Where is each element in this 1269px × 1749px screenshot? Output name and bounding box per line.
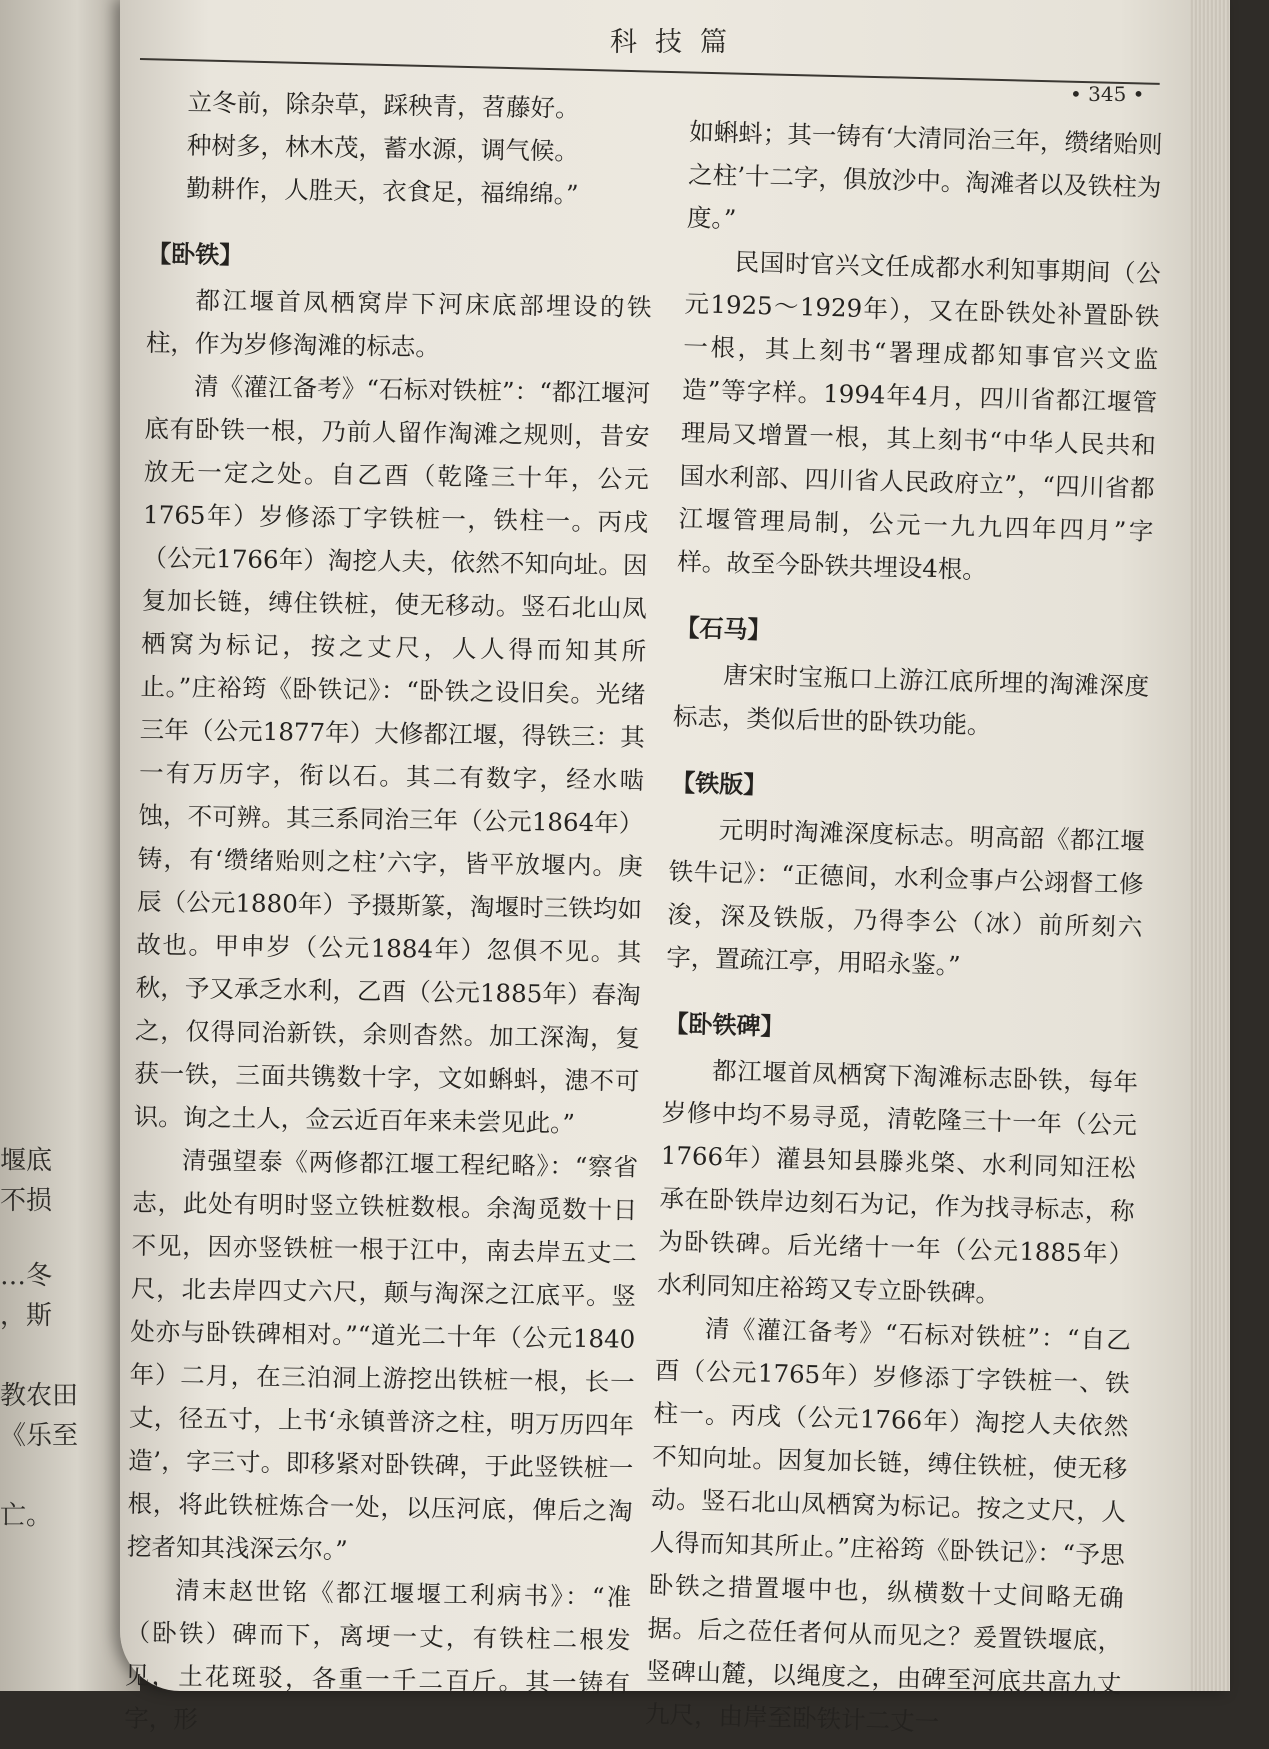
paragraph: 民国时官兴文任成都水利知事期间（公元1925～1929年），又在卧铁处补置卧铁一根，其上刻书“署理成都知事官兴文监造”等字样。1994年4月，四川省都江堰管理局又增置一根，其上刻书“中华人民共和国水利部、四川省人民政府立”，“四川省都江堰管理局制，公元一九九四年四月”字样。故至今卧铁共埋设4根。 xyxy=(676,247,1162,585)
paragraph: 都江堰首凤栖窝下淘滩标志卧铁，每年岁修中均不易寻觅，清乾隆三十一年（公元1766年）灌县知县滕兆棨、水利同知汪松承在卧铁岸边刻石为记，作为找寻标志，称为卧铁碑。后光绪十一年（公元1885年）水利同知庄裕筠又专立卧铁碑。 xyxy=(656,1055,1139,1309)
right-column xyxy=(645,110,1165,1749)
page-number: • 345 • xyxy=(1070,82,1145,106)
page-edge xyxy=(1190,0,1230,1691)
paragraph: 都江堰首凤栖窝岸下河床底部埋设的铁柱，作为岁修淘滩的标志。 xyxy=(145,285,652,362)
verse-line: 立冬前，除杂草，踩秧青，苕藤好。 xyxy=(187,87,580,123)
paragraph: 清强望泰《两修都江堰工程纪略》：“察省志，此处有明时竖立铁桩数根。余淘觅数十日不见，因亦竖铁桩一根于江中，南去岸五丈二尺，北去岸四丈六尺，颠与淘深之江底平。竖处亦与卧铁碑相对。”“道光二十年（公元1840年）二月，在三泊洞上游挖出铁桩一根，长一丈，径五寸，上书‘永镇普济之柱，明万历四年造’，字三寸。即移紧对卧铁碑，于此竖铁桩一根，将此铁桩炼合一处，以压河底，俾后之淘挖者知其浅深云尔。” xyxy=(126,1145,639,1565)
left-column xyxy=(124,80,655,1748)
left-page-fragment: …冬 xyxy=(0,1261,53,1291)
left-page-fragment: 《乐至 xyxy=(0,1421,79,1451)
section-title: 科技篇 xyxy=(610,27,745,58)
paragraph: 唐宋时宝瓶口上游江底所埋的淘滩深度标志，类似后世的卧铁功能。 xyxy=(672,660,1150,740)
left-page-fragment: 教农田 xyxy=(0,1381,79,1411)
verse-line: 勤耕作，人胜天，衣食足，福绵绵。” xyxy=(186,173,579,209)
left-page-fragment: 亡。 xyxy=(0,1501,53,1531)
paragraph: 清《灌江备考》“石标对铁桩”：“自乙酉（公元1765年）岁修添丁字铁桩一、铁柱一。丙戌（公元1766年）淘挖人夫依然不知向址。因复加长链，缚住铁桩，使无移动。竖石北山凤栖窝为标记。按之丈尺，人人得而知其所止。”庄裕筠《卧铁记》：“予思卧铁之措置堰中也，纵横数十丈间略无确据。后之莅任者何从而见之？爰置铁堰底，竖碑山麓，以绳度之，由碑至河底共高九丈九尺，由岸至卧铁计二丈一 xyxy=(644,1313,1132,1737)
paragraph: 清末赵世铭《都江堰堰工利病书》：“准（卧铁）碑而下，离埂一丈，有铁柱二根发见，土花斑驳，各重一千二百斤。其一铸有字，形 xyxy=(124,1575,632,1734)
left-page-fragment: 不损 xyxy=(0,1186,53,1216)
entry-heading: 【卧铁碑】 xyxy=(664,1009,785,1041)
entry-heading: 【卧铁】 xyxy=(147,239,244,270)
left-page-fragment: ，斯 xyxy=(0,1301,53,1331)
paragraph: 元明时淘滩深度标志。明高韶《都江堰铁牛记》：“正德间，水利佥事卢公翊督工修浚，深及铁版，乃得李公（冰）前所刻六字，置疏江亭，用昭永鉴。” xyxy=(665,815,1146,980)
entry-heading: 【铁版】 xyxy=(670,768,768,800)
paragraph: 清《灌江备考》“石标对铁桩”：“都江堰河底有卧铁一根，乃前人留作淘滩之规则，昔安放无一定之处。自乙酉（乾隆三十年，公元1765年）岁修添丁字铁桩一，铁柱一。丙戌（公元1766年）淘挖人夫，依然不知向址。因复加长链，缚住铁桩，使无移动。竖石北山凤栖窝为标记，按之丈尺，人人得而知其所止。”庄裕筠《卧铁记》：“卧铁之设旧矣。光绪三年（公元1877年）大修都江堰，得铁三：其一有万历字，衔以石。其二有数字，经水啮蚀，不可辨。其三系同治三年（公元1864年）铸，有‘缵绪贻则之柱’六字，皆平放堰内。庚辰（公元1880年）予摄斯篆，淘堰时三铁均如故也。甲申岁（公元1884年）忽俱不见。其秋，予又承乏水利，乙酉（公元1885年）春淘之，仅得同治新铁，余则杳然。加工深淘，复获一铁，三面共镌数十字，文如蝌蚪，漶不可识。询之土人，佥云近百年来未尝见此。” xyxy=(133,371,651,1138)
left-page-fragment: 堰底 xyxy=(0,1146,53,1176)
entry-heading: 【石马】 xyxy=(675,613,772,645)
verse-line: 种树多，林木茂，蓄水源，调气候。 xyxy=(186,130,580,166)
left-page xyxy=(0,0,140,1691)
paragraph-continued: 如蝌蚪；其一铸有‘大清同治三年，缵绪贻则之柱’十二字，俱放沙中。淘滩者以及铁柱为度。” xyxy=(686,116,1163,234)
